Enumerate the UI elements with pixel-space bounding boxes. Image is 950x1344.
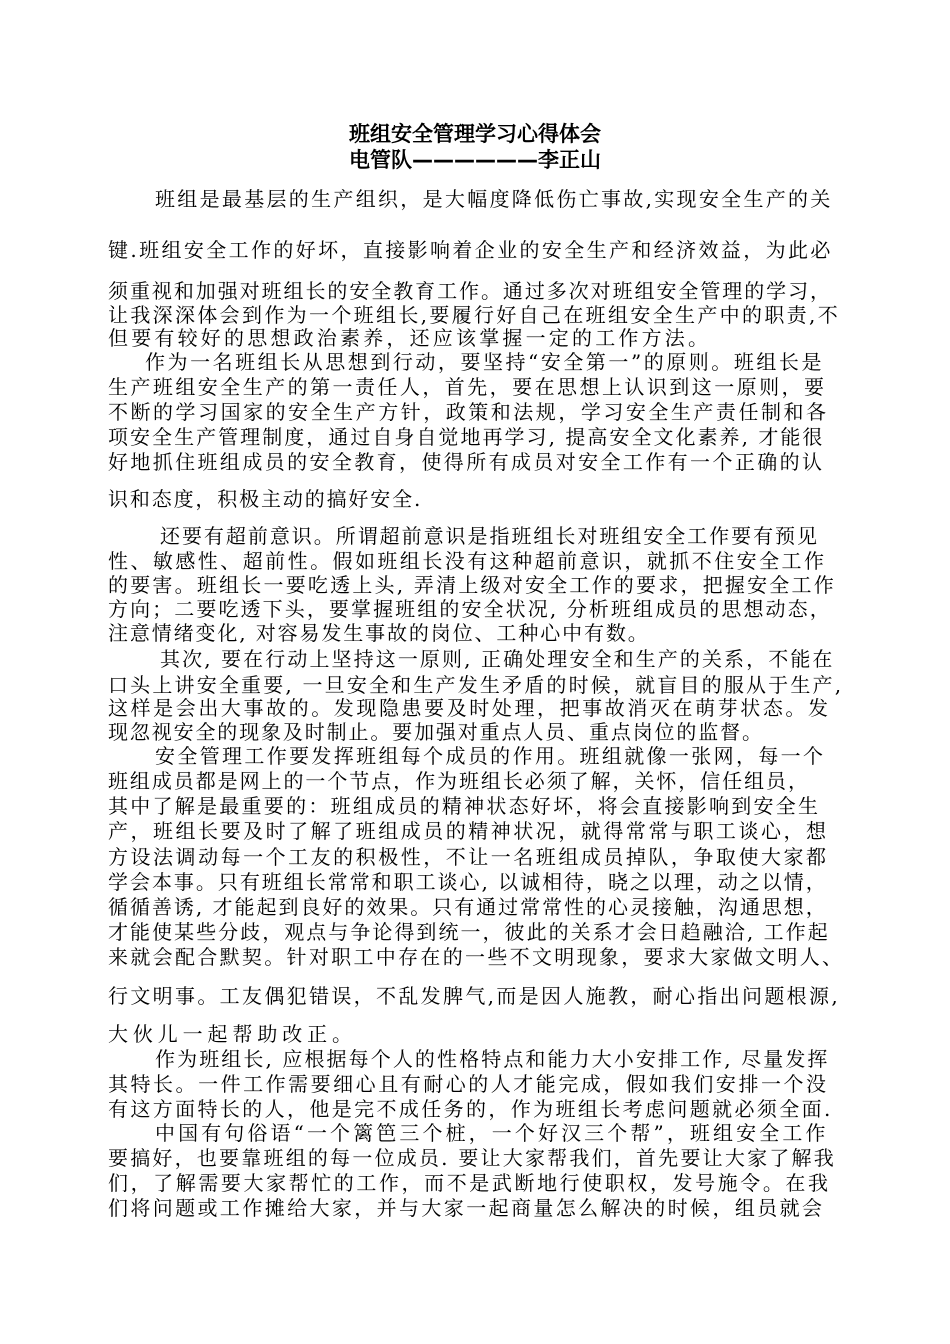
body-line: 大伙儿一起帮助改正。 (108, 1022, 357, 1046)
body-line: 学会本事。只有班组长常常和职工谈心, 以诚相待，晓之以理，动之以情， (108, 870, 828, 894)
body-line: 其次, 要在行动上坚持这一原则, 正确处理安全和生产的关系，不能在 (160, 647, 835, 671)
body-line: 但要有较好的思想政治素养，还应该掌握一定的工作方法。 (108, 326, 712, 350)
body-line: 让我深深体会到作为一个班组长,要履行好自己在班组安全生产中的职责,不 (108, 303, 841, 327)
body-line: 班组成员都是网上的一个节点，作为班组长必须了解，关怀，信任组员， (108, 769, 810, 793)
body-line: 产，班组长要及时了解了班组成员的精神状况，就得常常与职工谈心，想 (108, 819, 829, 843)
body-line: 行文明事。工友偶犯错误，不乱发脾气,而是因人施教，耐心指出问题根源, (108, 984, 841, 1008)
body-line: 好地抓住班组成员的安全教育，使得所有成员对安全工作有一个正确的认 (108, 450, 825, 474)
body-line: 性、敏感性、超前性。假如班组长没有这种超前意识，就抓不住安全工作 (108, 549, 827, 573)
body-line: 须重视和加强对班组长的安全教育工作。通过多次对班组安全管理的学习， (108, 279, 832, 303)
body-line: 键.班组安全工作的好坏，直接影响着企业的安全生产和经济效益，为此必 (108, 238, 833, 262)
document-subtitle: 电管队——————李正山 (349, 148, 601, 172)
body-line: 有这方面特长的人，他是完不成任务的，作为班组长考虑问题就必须全面. (108, 1097, 833, 1121)
body-line: 安全管理工作要发挥班组每个成员的作用。班组就像一张网，每一个 (155, 744, 826, 768)
body-line: 不断的学习国家的安全生产方针，政策和法规，学习安全生产责任制和各 (108, 400, 829, 424)
body-line: 的要害。班组长一要吃透上头, 弄清上级对安全工作的要求，把握安全工作 (108, 573, 836, 597)
body-line: 生产班组安全生产的第一责任人，首先，要在思想上认识到这一原则，要 (108, 375, 827, 399)
body-line: 项安全生产管理制度，通过自身自觉地再学习, 提高安全文化素养, 才能很 (108, 425, 825, 449)
body-line: 要搞好，也要靠班组的每一位成员. 要让大家帮我们，首先要让大家了解我 (108, 1146, 836, 1170)
body-line: 中国有句俗语“一个篱笆三个桩，一个好汉三个帮”，班组安全工作 (155, 1121, 829, 1145)
body-line: 们将问题或工作摊给大家，并与大家一起商量怎么解决的时候，组员就会 (108, 1196, 825, 1220)
document-title: 班组安全管理学习心得体会 (349, 122, 601, 146)
body-line: 作为班组长, 应根据每个人的性格特点和能力大小安排工作, 尽量发挥 (155, 1047, 830, 1071)
body-line: 来就会配合默契。针对职工中存在的一些不文明现象，要求大家做文明人、 (108, 945, 845, 969)
body-line: 识和态度，积极主动的搞好安全. (108, 487, 423, 511)
body-line: 方设法调动每一个工友的积极性，不让一名班组成员掉队，争取使大家都 (108, 845, 829, 869)
body-line: 其特长。一件工作需要细心且有耐心的人才能完成，假如我们安排一个没 (108, 1072, 829, 1096)
body-line: 作为一名班组长从思想到行动，要坚持“安全第一”的原则。班组长是 (145, 350, 824, 374)
body-line: 还要有超前意识。所谓超前意识是指班组长对班组安全工作要有预见 (160, 524, 819, 548)
body-line: 才能使某些分歧，观点与争论得到统一，彼此的关系才会日趋融洽, 工作起 (108, 920, 830, 944)
body-line: 班组是最基层的生产组织，是大幅度降低伤亡事故,实现安全生产的关 (155, 187, 833, 211)
body-line: 这样是会出大事故的。发现隐患要及时处理，把事故消灭在萌芽状态。发 (108, 696, 831, 720)
body-line: 现忽视安全的现象及时制止。要加强对重点人员、重点岗位的监督。 (108, 720, 764, 744)
body-line: 方向；二要吃透下头，要掌握班组的安全状况, 分析班组成员的思想动态， (108, 597, 832, 621)
body-line: 们，了解需要大家帮忙的工作，而不是武断地行使职权，发号施令。在我 (108, 1171, 831, 1195)
body-line: 其中了解是最重要的：班组成员的精神状态好坏，将会直接影响到安全生 (108, 794, 821, 818)
body-line: 循循善诱, 才能起到良好的效果。只有通过常常性的心灵接触，沟通思想， (108, 895, 828, 919)
body-line: 口头上讲安全重要, 一旦安全和生产发生矛盾的时候，就盲目的服从于生产, (108, 673, 844, 697)
body-line: 注意情绪变化, 对容易发生事故的岗位、工种心中有数。 (108, 621, 650, 645)
